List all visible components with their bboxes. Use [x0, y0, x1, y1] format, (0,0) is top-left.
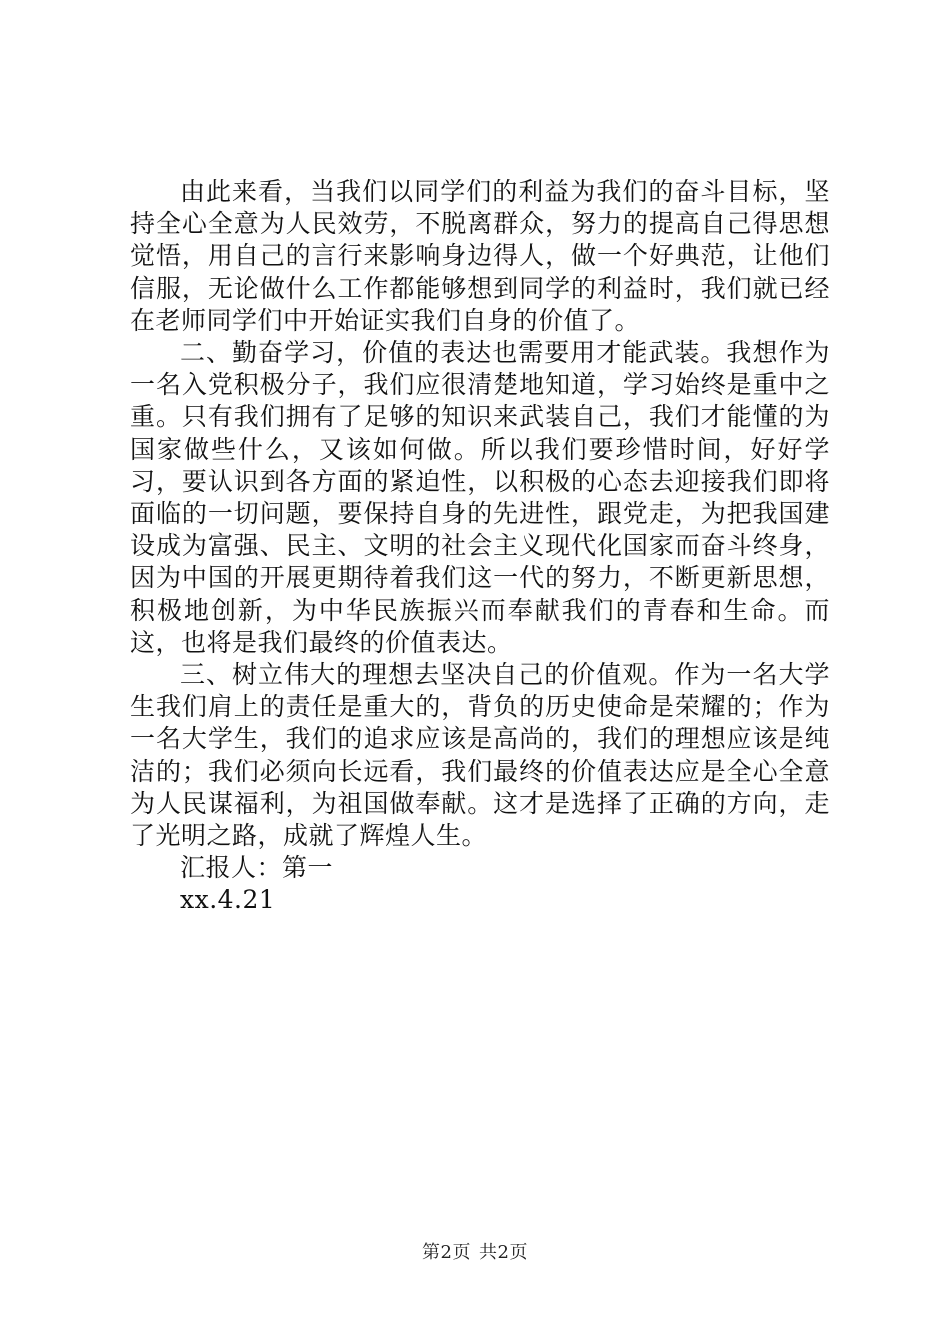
date-line: xx.4.21 — [180, 885, 276, 915]
reporter-line: 汇报人：第一 — [180, 853, 334, 883]
page-number-total: 共2页 — [479, 1242, 528, 1263]
paragraph-2: 二、勤奋学习，价值的表达也需要用才能武装。我想作为一名入党积极分子，我们应很清楚地知道，学习始终是重中之重。只有我们拥有了足够的知识来武装自己，我们才能懂的为国家做些什么，又该如何做。所以我们要珍惜时间，好好学习，要认识到各方面的紧迫性，以积极的心态去迎接我们即将面临的一切问题，要保持自身的先进性，跟党走，为把我国建设成为富强、民主、文明的社会主义现代化国家而奋斗终身，因为中国的开展更期待着我们这一代的努力，不断更新思想，积极地创新，为中华民族振兴而奉献我们的青春和生命。而这，也将是我们最终的价值表达。 — [130, 338, 830, 657]
document-body — [130, 176, 830, 917]
page-number-current: 第2页 — [422, 1242, 471, 1263]
paragraph-1: 由此来看，当我们以同学们的利益为我们的奋斗目标，坚持全心全意为人民效劳，不脱离群众，努力的提高自己得思想觉悟，用自己的言行来影响身边得人，做一个好典范，让他们信服，无论做什么工作都能够想到同学的利益时，我们就已经在老师同学们中开始证实我们自身的价值了。 — [130, 177, 830, 335]
paragraph-3: 三、树立伟大的理想去坚决自己的价值观。作为一名大学生我们肩上的责任是重大的，背负的历史使命是荣耀的；作为一名大学生，我们的追求应该是高尚的，我们的理想应该是纯洁的；我们必须向长远看，我们最终的价值表达应是全心全意为人民谋福利，为祖国做奉献。这才是选择了正确的方向，走了光明之路，成就了辉煌人生。 — [130, 660, 830, 851]
page-footer — [0, 1238, 950, 1264]
